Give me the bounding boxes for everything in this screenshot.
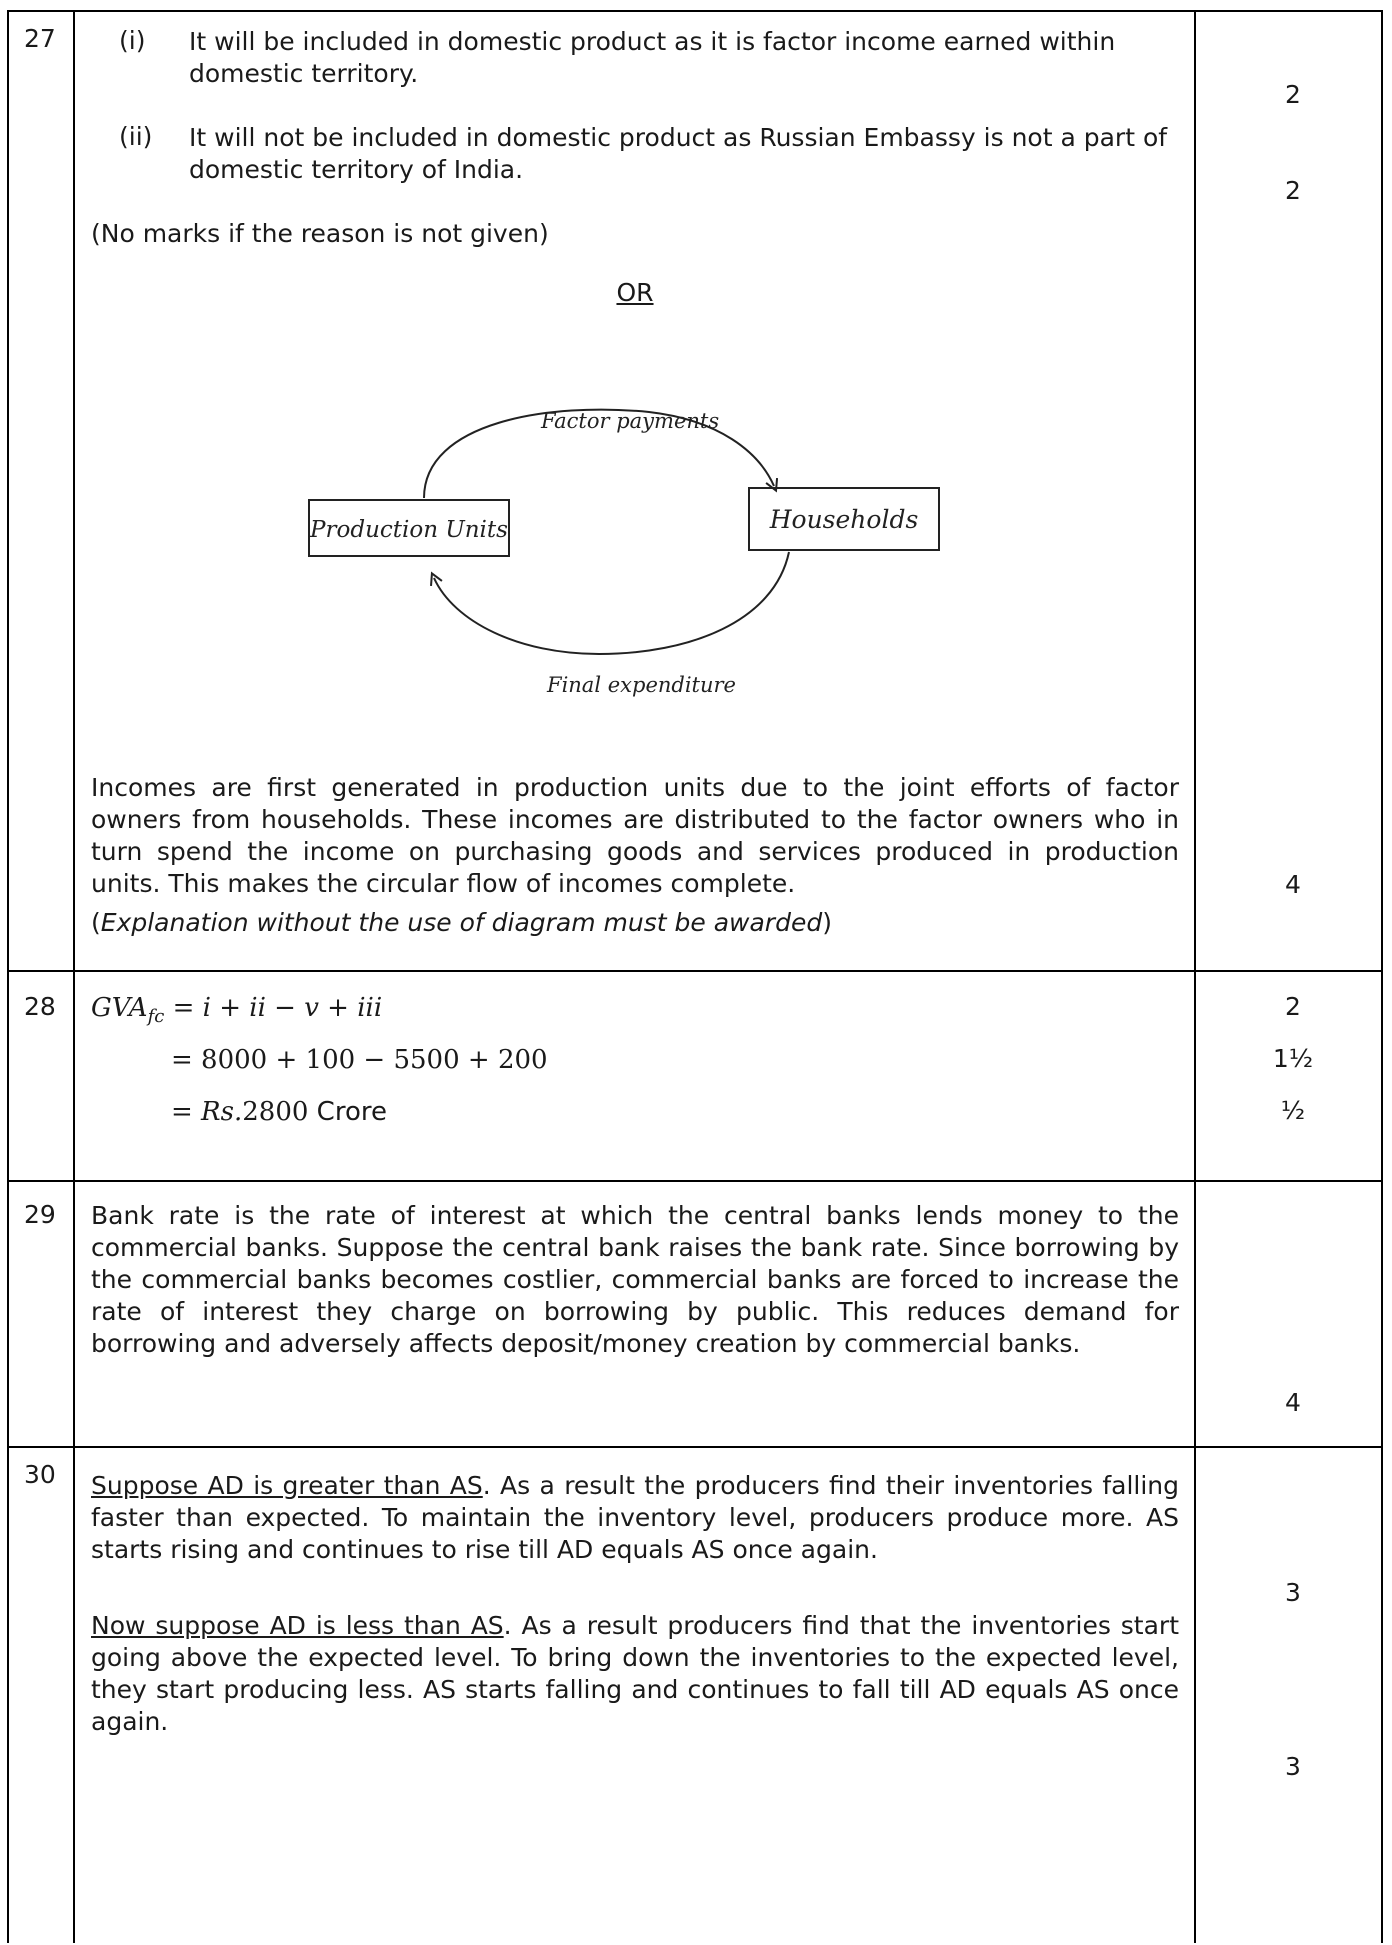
- question-number: 30: [24, 1460, 56, 1489]
- mark-value: 3: [1285, 1752, 1301, 1781]
- eq-unit: Crore: [316, 1097, 387, 1127]
- answer-paragraph-2: [91, 1610, 1179, 1738]
- factor-payments-label: Factor payments: [541, 409, 720, 433]
- eq-rhs: = i + ii − v + iii: [172, 993, 383, 1023]
- question-row-28: [9, 970, 1381, 1180]
- note-text: Explanation without the use of diagram must be awarded: [100, 908, 823, 937]
- circular-flow-diagram: [229, 392, 989, 712]
- eq-lhs: GVA: [91, 993, 148, 1023]
- note-close: ): [822, 908, 832, 937]
- eq-prefix: = Rs.: [171, 1097, 243, 1127]
- mark-value: 4: [1285, 870, 1301, 899]
- mark-value: ½: [1280, 1096, 1306, 1125]
- mark-value: 2: [1285, 80, 1301, 109]
- paragraph-text: . As a result producers find that the inventories start going above the expected level. To bring down the inventories to the expected level, they start producing less. AS starts falling and continues to fall till AD equals AS once again.: [91, 1611, 1179, 1736]
- question-number: 28: [24, 992, 56, 1021]
- italic-note: [91, 907, 1179, 939]
- final-expenditure-label: Final expenditure: [547, 673, 736, 697]
- eq-subscript: fc: [147, 1006, 165, 1027]
- question-row-29: [9, 1180, 1381, 1446]
- item-text: It will be included in domestic product as it is factor income earned within domestic territory.: [189, 27, 1116, 88]
- final-expenditure-arrow: [434, 552, 789, 654]
- equation-line-2: [171, 1044, 1259, 1076]
- question-number: 29: [24, 1200, 56, 1229]
- item-text: It will not be included in domestic product as Russian Embassy is not a part of domestic territory of India.: [189, 123, 1168, 184]
- production-units-label: Production Units: [310, 517, 508, 543]
- item-roman: (i): [119, 26, 146, 55]
- answer-text: Bank rate is the rate of interest at which the central banks lends money to the commercial banks. Suppose the central bank raises the bank rate. Since borrowing by the commercial banks becomes costlier, commercial banks are forced to increase the rate of interest they charge on borrowing by public. This reduces demand for borrowing and adversely affects deposit/money creation by commercial banks.: [91, 1201, 1179, 1358]
- marking-note: (No marks if the reason is not given): [91, 219, 549, 248]
- mark-value: 4: [1285, 1388, 1301, 1417]
- underlined-lead: Now suppose AD is less than AS: [91, 1611, 504, 1640]
- question-row-30: [9, 1446, 1381, 1945]
- mark-value: 2: [1285, 176, 1301, 205]
- answer-paragraph-1: [91, 1470, 1179, 1566]
- note-open: (: [91, 908, 101, 937]
- eq-values: = 8000 + 100 − 5500 + 200: [171, 1045, 548, 1075]
- answer-table: [7, 10, 1383, 1943]
- equation-line-3: [171, 1096, 1259, 1128]
- explanation-text: Incomes are first generated in production units due to the joint efforts of factor owners from households. These incomes are distributed to the factor owners who in turn spend the income on purchasing goods and services produced in production units. This makes the circular flow of incomes complete.: [91, 773, 1179, 898]
- question-number: 27: [24, 24, 56, 53]
- underlined-lead: Suppose AD is greater than AS: [91, 1471, 483, 1500]
- or-label: OR: [616, 278, 654, 307]
- question-row-27: [9, 12, 1381, 970]
- eq-result: 2800: [242, 1097, 309, 1127]
- equation-line-1: [91, 992, 1179, 1033]
- mark-value: 3: [1285, 1578, 1301, 1607]
- mark-value: 1½: [1272, 1044, 1314, 1073]
- paragraph-text: . As a result the producers find their inventories falling faster than expected. To maintain the inventory level, producers produce more. AS starts rising and continues to rise till AD equals AS once again.: [91, 1471, 1179, 1564]
- item-roman: (ii): [119, 122, 153, 151]
- mark-value: 2: [1285, 992, 1301, 1021]
- households-label: Households: [769, 505, 919, 534]
